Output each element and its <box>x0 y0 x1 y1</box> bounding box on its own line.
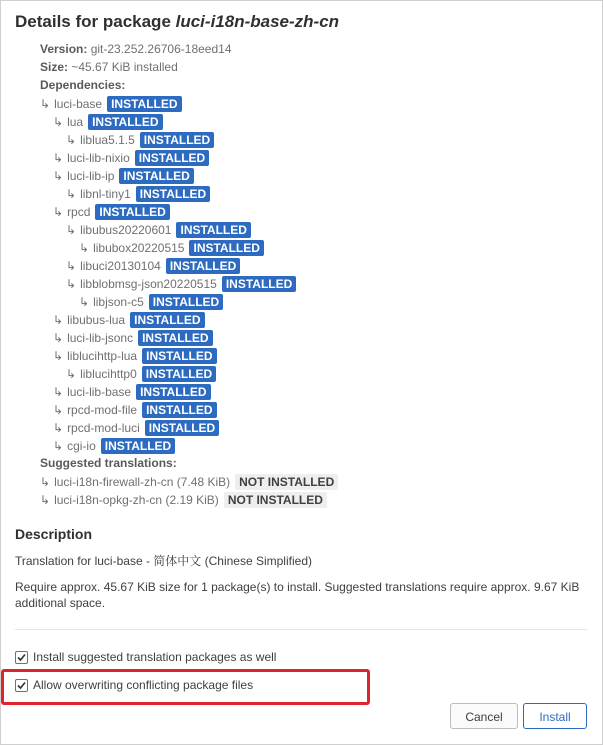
dependency-item <box>40 95 182 113</box>
dependency-item <box>53 401 217 419</box>
dependency-item <box>79 239 264 257</box>
installed-badge: INSTALLED <box>149 294 223 310</box>
tree-arrow-icon: ↳ <box>66 259 77 273</box>
dependency-item <box>53 419 219 437</box>
dialog-title <box>15 12 339 32</box>
dependency-item <box>53 203 170 221</box>
size-value: ~45.67 KiB installed <box>71 60 178 74</box>
dependency-item <box>53 383 211 401</box>
dependency-name: libuci20130104 <box>80 259 161 273</box>
tree-arrow-icon: ↳ <box>53 313 64 327</box>
suggested-label: Suggested translations: <box>40 456 177 470</box>
installed-badge: INSTALLED <box>101 438 175 454</box>
installed-badge: INSTALLED <box>119 168 193 184</box>
suggested-item <box>40 491 327 509</box>
installed-badge: INSTALLED <box>142 402 216 418</box>
installed-badge: INSTALLED <box>138 330 212 346</box>
size-row <box>40 60 178 74</box>
installed-badge: INSTALLED <box>107 96 181 112</box>
tree-arrow-icon: ↳ <box>40 97 51 111</box>
tree-arrow-icon: ↳ <box>40 493 51 507</box>
installed-badge: INSTALLED <box>142 348 216 364</box>
dependency-item <box>66 131 214 149</box>
dependency-name: libubus20220601 <box>80 223 172 237</box>
checkbox-checked-icon[interactable] <box>15 651 28 664</box>
tree-arrow-icon: ↳ <box>53 151 64 165</box>
dependency-item <box>53 347 217 365</box>
not-installed-badge: NOT INSTALLED <box>235 474 338 490</box>
dependency-name: libubus-lua <box>67 313 126 327</box>
installed-badge: INSTALLED <box>130 312 204 328</box>
dependency-name: luci-lib-ip <box>67 169 115 183</box>
tree-arrow-icon: ↳ <box>53 385 64 399</box>
dependency-name: libubox20220515 <box>93 241 185 255</box>
installed-badge: INSTALLED <box>189 240 263 256</box>
dependency-name: luci-base <box>54 97 103 111</box>
requirement-text: Require approx. 45.67 KiB size for 1 package(s) to install. Suggested translations require approx. 9.67 KiB additional space. <box>15 580 580 610</box>
installed-badge: INSTALLED <box>142 366 216 382</box>
suggested-item <box>40 473 338 491</box>
description-heading: Description <box>15 526 93 542</box>
dependency-item <box>79 293 223 311</box>
tree-arrow-icon: ↳ <box>66 367 77 381</box>
dependencies-heading <box>40 78 125 92</box>
package-name: luci-i18n-base-zh-cn <box>175 12 340 31</box>
installed-badge: INSTALLED <box>222 276 296 292</box>
version-row <box>40 42 232 56</box>
dependency-item <box>53 113 163 131</box>
dependency-name: liblucihttp-lua <box>67 349 138 363</box>
tree-arrow-icon: ↳ <box>79 295 90 309</box>
installed-badge: INSTALLED <box>176 222 250 238</box>
cancel-button[interactable]: Cancel <box>450 703 518 729</box>
size-label: Size: <box>40 60 69 74</box>
dependency-name: luci-lib-base <box>67 385 132 399</box>
not-installed-badge: NOT INSTALLED <box>224 492 327 508</box>
dependency-name: libblobmsg-json20220515 <box>80 277 217 291</box>
tree-arrow-icon: ↳ <box>53 403 64 417</box>
divider <box>15 629 587 630</box>
suggested-name: luci-i18n-opkg-zh-cn (2.19 KiB) <box>54 493 219 507</box>
dependency-item <box>53 311 205 329</box>
dependency-item <box>53 167 194 185</box>
suggested-heading <box>40 456 177 470</box>
dependency-name: cgi-io <box>67 439 96 453</box>
tree-arrow-icon: ↳ <box>53 331 64 345</box>
tree-arrow-icon: ↳ <box>40 475 51 489</box>
dependency-item <box>66 185 210 203</box>
dependency-name: libjson-c5 <box>93 295 144 309</box>
version-label: Version: <box>40 42 88 56</box>
dependency-name: rpcd-mod-luci <box>67 421 140 435</box>
highlight-box <box>1 669 370 705</box>
dependency-name: rpcd-mod-file <box>67 403 138 417</box>
dependency-item <box>53 437 175 455</box>
dependency-item <box>53 149 209 167</box>
dependency-item <box>66 257 240 275</box>
dependency-item <box>53 329 213 347</box>
tree-arrow-icon: ↳ <box>66 223 77 237</box>
tree-arrow-icon: ↳ <box>53 169 64 183</box>
title-prefix: Details for package <box>15 12 176 31</box>
dependency-name: lua <box>67 115 84 129</box>
install-suggested-checkbox[interactable] <box>15 650 276 664</box>
dependency-item <box>66 221 251 239</box>
tree-arrow-icon: ↳ <box>53 349 64 363</box>
install-button[interactable]: Install <box>523 703 587 729</box>
dependency-item <box>66 275 296 293</box>
tree-arrow-icon: ↳ <box>66 277 77 291</box>
dependency-name: luci-lib-jsonc <box>67 331 134 345</box>
tree-arrow-icon: ↳ <box>53 439 64 453</box>
installed-badge: INSTALLED <box>88 114 162 130</box>
tree-arrow-icon: ↳ <box>66 133 77 147</box>
dependency-name: liblua5.1.5 <box>80 133 135 147</box>
installed-badge: INSTALLED <box>166 258 240 274</box>
install-suggested-label: Install suggested translation packages as well <box>33 650 277 664</box>
dependencies-label: Dependencies: <box>40 78 126 92</box>
tree-arrow-icon: ↳ <box>79 241 90 255</box>
installed-badge: INSTALLED <box>136 384 210 400</box>
installed-badge: INSTALLED <box>95 204 169 220</box>
dependency-name: luci-lib-nixio <box>67 151 130 165</box>
suggested-name: luci-i18n-firewall-zh-cn (7.48 KiB) <box>54 475 231 489</box>
installed-badge: INSTALLED <box>136 186 210 202</box>
dependency-name: libnl-tiny1 <box>80 187 131 201</box>
tree-arrow-icon: ↳ <box>66 187 77 201</box>
description-text: Translation for luci-base - 简体中文 (Chinese Simplified) <box>15 554 312 568</box>
dependency-name: liblucihttp0 <box>80 367 137 381</box>
dependency-item <box>66 365 216 383</box>
installed-badge: INSTALLED <box>140 132 214 148</box>
tree-arrow-icon: ↳ <box>53 205 64 219</box>
version-value: git-23.252.26706-18eed14 <box>90 42 232 56</box>
tree-arrow-icon: ↳ <box>53 421 64 435</box>
dependency-name: rpcd <box>67 205 91 219</box>
installed-badge: INSTALLED <box>145 420 219 436</box>
tree-arrow-icon: ↳ <box>53 115 64 129</box>
allow-overwrite-label: Allow overwriting conflicting package files <box>33 678 254 692</box>
installed-badge: INSTALLED <box>135 150 209 166</box>
